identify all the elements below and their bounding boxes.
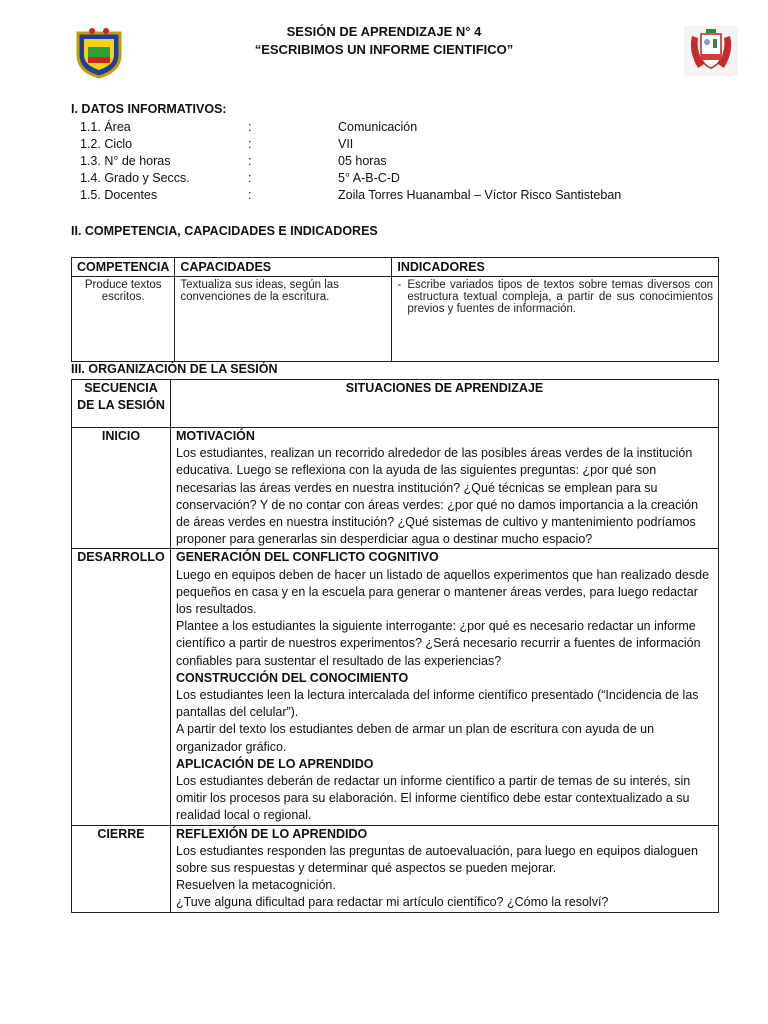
desarrollo-cell — [171, 549, 719, 825]
construccion-text-1: Los estudiantes leen la lectura intercalada del informe científico presentado (“Incidencia de las pantallas del celular”). — [176, 688, 699, 720]
datos-key: 1.4. Grado y Seccs. — [80, 171, 190, 185]
datos-value: VII — [338, 137, 354, 151]
datos-key: 1.2. Ciclo — [80, 137, 133, 151]
desarrollo-label: DESARROLLO — [72, 549, 171, 825]
header-competencia: COMPETENCIA — [72, 258, 175, 277]
header-capacidades: CAPACIDADES — [175, 258, 392, 277]
construccion-text-2: A partir del texto los estudiantes deben de armar un plan de escritura con ayuda de un organizador gráfico. — [176, 722, 655, 754]
session-subtitle: “ESCRIBIMOS UN INFORME CIENTIFICO” — [254, 42, 514, 57]
inicio-cell — [171, 428, 719, 549]
col-situaciones-header: SITUACIONES DE APRENDIZAJE — [171, 380, 719, 428]
conflicto-text-2: Plantee a los estudiantes la siguiente interrogante: ¿por qué es necesario redactar un informe científico a partir de nuestros experimentos? ¿Será necesario recurrir a fuentes de información confiables para sustentar el resultado de las experiencias? — [176, 619, 701, 668]
motivacion-text: Los estudiantes, realizan un recorrido alrededor de las posibles áreas verdes de la institución educativa. Luego se reflexiona con la ayuda de las siguientes preguntas: ¿por qué son necesarias las áreas verdes en nuestra institución? ¿Qué técnicas se emplean para su conservación? Y de no contar con áreas verdes: ¿por qué no damos importancia a la creación de áreas verdes en nuestra institución? ¿Qué sistemas de cultivo y mantenimiento podríamos proponer para generarlas sin desperdiciar agua o destinar mucho espacio? — [176, 446, 699, 547]
conflicto-text-1: Luego en equipos deben de hacer un listado de aquellos experimentos que han realizado desde pequeños en casa y en la escuela para generar o mantener áreas verdes, para luego redactar los resultados. — [176, 567, 710, 617]
cierre-label: CIERRE — [72, 825, 171, 912]
session-title: SESIÓN DE APRENDIZAJE N° 4 — [286, 24, 482, 39]
organizacion-heading: III. ORGANIZACIÓN DE LA SESIÓN — [71, 362, 278, 376]
reflexion-text-1: Los estudiantes responden las preguntas de autoevaluación, para luego en equipos dialoguen sobre sus respuestas y determinar qué aspectos se pueden mejorar. — [176, 843, 698, 876]
indicador-text: Escribe variados tipos de textos sobre temas diversos con estructura textual compleja, a partir de sus conocimientos previos y fuentes de información. — [407, 279, 713, 315]
competencia-cell: Produce textos escritos. — [72, 277, 175, 362]
cierre-cell — [171, 825, 719, 912]
inicio-label: INICIO — [72, 428, 171, 549]
datos-value: 05 horas — [338, 154, 387, 168]
datos-key: 1.1. Área — [80, 120, 131, 134]
col-secuencia-header: SECUENCIA DE LA SESIÓN — [72, 380, 171, 428]
datos-value: Zoila Torres Huanambal – Víctor Risco Santisteban — [338, 188, 622, 202]
competencias-table — [71, 257, 719, 362]
datos-value: 5° A-B-C-D — [338, 171, 400, 185]
datos-heading: I. DATOS INFORMATIVOS: — [71, 102, 227, 116]
aplicacion-text: Los estudiantes deberán de redactar un informe científico a partir de temas de su interés, sin omitir los procesos para su elaboración. El informe científico debe estar contextualizado a su realidad local o regional. — [176, 774, 691, 823]
header-indicadores: INDICADORES — [392, 258, 719, 277]
capacidad-cell: Textualiza sus ideas, según las convenciones de la escritura. — [175, 277, 392, 362]
datos-sep: : — [248, 137, 252, 151]
reflexion-title: REFLEXIÓN DE LO APRENDIDO — [176, 826, 368, 841]
datos-key: 1.3. N° de horas — [80, 154, 171, 168]
construccion-title: CONSTRUCCIÓN DEL CONOCIMIENTO — [176, 670, 409, 685]
motivacion-title: MOTIVACIÓN — [176, 429, 255, 443]
bullet-dash: - — [397, 279, 402, 291]
reflexion-text-3: ¿Tuve alguna dificultad para redactar mi artículo científico? ¿Cómo la resolví? — [176, 895, 609, 910]
datos-sep: : — [248, 120, 252, 134]
aplicacion-title: APLICACIÓN DE LO APRENDIDO — [176, 756, 374, 771]
datos-value: Comunicación — [338, 120, 418, 134]
datos-key: 1.5. Docentes — [80, 188, 158, 202]
datos-sep: : — [248, 154, 252, 168]
reflexion-text-2: Resuelven la metacognición. — [176, 878, 336, 893]
datos-sep: : — [248, 188, 252, 202]
competencias-heading: II. COMPETENCIA, CAPACIDADES E INDICADORES — [71, 224, 378, 238]
conflicto-title: GENERACIÓN DEL CONFLICTO COGNITIVO — [176, 550, 439, 565]
session-table — [71, 379, 719, 913]
indicador-cell — [392, 277, 719, 362]
datos-sep: : — [248, 171, 252, 185]
